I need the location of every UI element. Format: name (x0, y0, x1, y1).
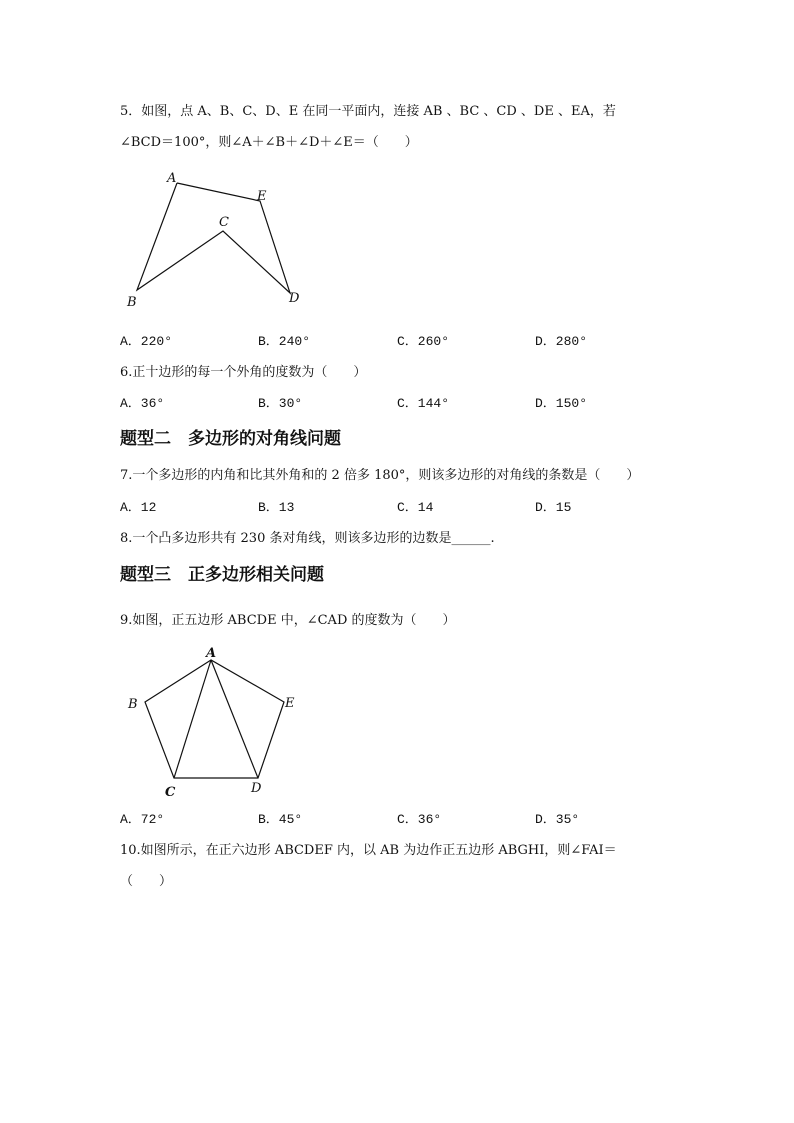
q5-option-a[interactable]: A．220° (120, 334, 173, 349)
q6-options (120, 395, 680, 413)
q9-label-b: B (128, 697, 138, 712)
section-heading-diagonals: 题型二 多边形的对角线问题 (120, 429, 341, 449)
q7-stem: 7.一个多边形的内角和比其外角和的 2 倍多 180°，则该多边形的对角线的条数是（ ） (120, 468, 640, 483)
q9-option-b[interactable]: B．45° (258, 812, 303, 827)
q5-label-c: C (219, 215, 229, 230)
q9-label-a: A (206, 646, 217, 661)
q10-stem-line2: （ ） (120, 874, 173, 889)
q5-figure-outline (137, 183, 290, 293)
q5-options (120, 333, 680, 351)
q6-option-a[interactable]: A．36° (120, 396, 165, 411)
q5-label-e: E (257, 189, 267, 204)
q10-stem-line1: 10.如图所示，在正六边形 ABCDEF 内，以 AB 为边作正五边形 ABGHI，则∠FAI＝ (120, 843, 617, 858)
q5-stem-line2: ∠BCD＝100°，则∠A＋∠B＋∠D＋∠E＝（ ） (120, 135, 418, 150)
q7-option-a[interactable]: A．12 (120, 500, 157, 515)
q8-stem: 8.一个凸多边形共有 230 条对角线，则该多边形的边数是______. (120, 531, 495, 546)
q7-option-b[interactable]: B．13 (258, 500, 295, 515)
q6-option-c[interactable]: C．144° (397, 396, 450, 411)
q9-option-c[interactable]: C．36° (397, 812, 442, 827)
q9-diagonal-ad (211, 660, 258, 778)
q6-option-b[interactable]: B．30° (258, 396, 303, 411)
section-heading-regular-polygons: 题型三 正多边形相关问题 (120, 565, 324, 585)
q9-option-d[interactable]: D．35° (535, 812, 580, 827)
q9-stem: 9.如图，正五边形 ABCDE 中，∠CAD 的度数为（ ） (120, 613, 456, 628)
q7-options (120, 499, 680, 517)
q7-option-d[interactable]: D．15 (535, 500, 572, 515)
q6-option-d[interactable]: D．150° (535, 396, 588, 411)
q9-pentagon (145, 660, 284, 778)
q5-label-a: A (167, 171, 177, 186)
q9-label-e: E (285, 696, 295, 711)
q6-stem: 6.正十边形的每一个外角的度数为（ ） (120, 365, 367, 380)
q5-label-d: D (289, 291, 300, 306)
q5-option-b[interactable]: B．240° (258, 334, 311, 349)
q9-option-a[interactable]: A．72° (120, 812, 165, 827)
q9-options (120, 811, 680, 829)
q5-option-d[interactable]: D．280° (535, 334, 588, 349)
q9-label-d: D (251, 781, 262, 796)
q5-label-b: B (127, 295, 137, 310)
q9-diagonal-ac (174, 660, 211, 778)
q5-stem-line1: 5．如图，点 A、B、C、D、E 在同一平面内，连接 AB 、BC 、CD 、DE 、EA，若 (120, 104, 616, 119)
q7-option-c[interactable]: C．14 (397, 500, 434, 515)
q9-label-c: C (165, 785, 176, 800)
q9-figure (120, 640, 310, 802)
q5-figure (115, 165, 325, 315)
q5-option-c[interactable]: C．260° (397, 334, 450, 349)
